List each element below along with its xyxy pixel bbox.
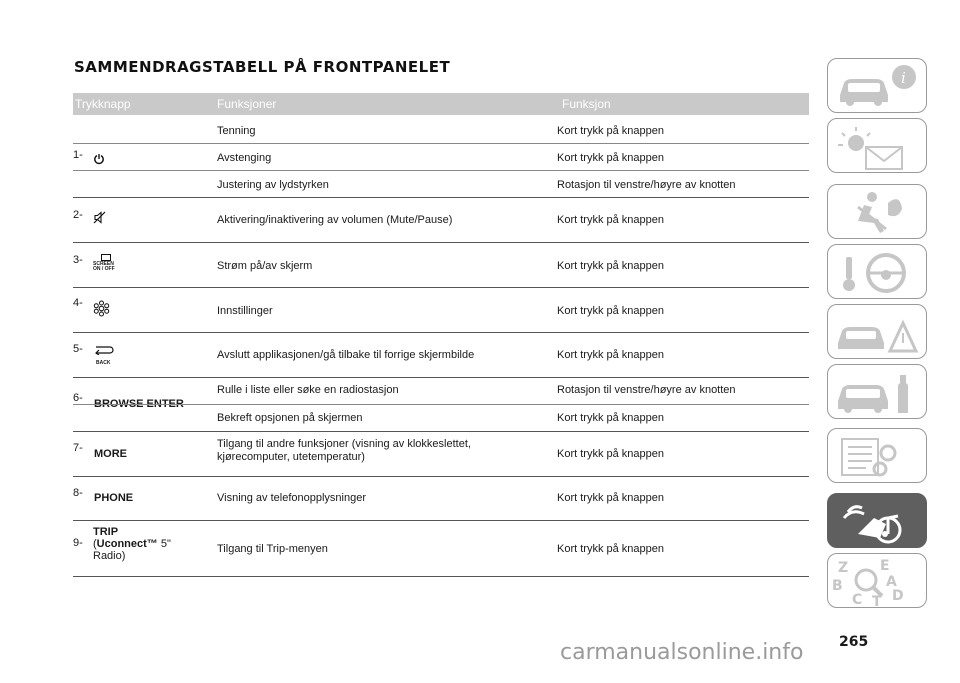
index-letters-icon	[828, 554, 928, 609]
settings-icon	[93, 300, 110, 317]
function-label: Innstillinger	[217, 305, 273, 317]
row-number: 4-	[73, 297, 83, 309]
row-number: 2-	[73, 209, 83, 221]
svg-text:B: B	[832, 578, 843, 594]
action-label: Kort trykk på knappen	[557, 260, 665, 272]
button-name: PHONE	[94, 492, 134, 504]
function-label: Tenning	[217, 125, 256, 137]
header-trykknapp: Trykknapp	[75, 97, 131, 111]
tab-warning-lights[interactable]	[827, 118, 927, 173]
function-label: Avstenging	[217, 152, 272, 164]
button-name-size: 5"	[157, 538, 171, 550]
svg-text:T: T	[872, 594, 882, 609]
function-label: Aktivering/inaktivering av volumen (Mute/Pause)	[217, 214, 453, 226]
car-info-icon	[828, 59, 928, 114]
car-wrench-icon	[828, 365, 928, 420]
action-label: Kort trykk på knappen	[557, 125, 665, 137]
function-line: Tilgang til andre funksjoner (visning av klokkeslettet,	[217, 438, 471, 450]
row-number: 6-	[73, 392, 83, 404]
tab-multimedia[interactable]	[827, 493, 927, 548]
row-number: 3-	[73, 254, 83, 266]
action-label: Kort trykk på knappen	[557, 448, 665, 460]
table-row	[73, 198, 809, 243]
tab-specifications[interactable]	[827, 428, 927, 483]
row-number: 8-	[73, 487, 83, 499]
screen-onoff-icon	[93, 254, 119, 272]
tab-starting[interactable]	[827, 244, 927, 299]
button-name-brand: Uconnect™	[96, 538, 158, 550]
multimedia-note-icon	[828, 494, 928, 549]
button-name-line: Radio)	[93, 550, 126, 562]
table-row	[73, 432, 809, 477]
action-label: Kort trykk på knappen	[557, 214, 665, 226]
action-label: Kort trykk på knappen	[557, 349, 665, 361]
table-row	[73, 521, 809, 577]
mute-icon	[93, 211, 107, 224]
row-number: 1-	[73, 149, 83, 161]
header-funksjoner: Funksjoner	[217, 97, 277, 111]
function-label: Bekreft opsjonen på skjermen	[217, 412, 363, 424]
svg-text:D: D	[892, 588, 904, 604]
action-label: Kort trykk på knappen	[557, 305, 665, 317]
warning-light-envelope-icon	[828, 119, 928, 174]
key-steering-wheel-icon	[828, 245, 928, 300]
onoff-icon-label: ON / OFF	[93, 266, 115, 272]
watermark: carmanualsonline.info	[560, 640, 804, 665]
function-label	[217, 438, 471, 464]
table-header	[73, 93, 809, 115]
page-number: 265	[839, 634, 869, 650]
svg-text:i: i	[901, 69, 906, 87]
function-label: Rulle i liste eller søke en radiostasjon	[217, 384, 399, 396]
action-label: Kort trykk på knappen	[557, 412, 665, 424]
back-icon-label: BACK	[96, 360, 111, 366]
function-label: Visning av telefonopplysninger	[217, 492, 367, 504]
tab-emergency[interactable]	[827, 304, 927, 359]
row-number: 5-	[73, 343, 83, 355]
car-warning-triangle-icon	[828, 305, 928, 360]
table-row	[73, 333, 809, 378]
function-label: Strøm på/av skjerm	[217, 260, 313, 272]
button-name: MORE	[94, 448, 127, 460]
action-label: Kort trykk på knappen	[557, 152, 665, 164]
action-label: Rotasjon til venstre/høyre av knotten	[557, 179, 736, 191]
action-label: Rotasjon til venstre/høyre av knotten	[557, 384, 736, 396]
button-name-paren: (	[93, 538, 97, 550]
tab-car-info[interactable]	[827, 58, 927, 113]
button-name-line: TRIP	[93, 526, 119, 538]
specifications-gear-icon	[828, 429, 928, 484]
table-row	[73, 477, 809, 521]
action-label: Kort trykk på knappen	[557, 543, 665, 555]
page-title: SAMMENDRAGSTABELL PÅ FRONTPANELET	[74, 58, 451, 76]
action-label: Kort trykk på knappen	[557, 492, 665, 504]
row-number: 9-	[73, 537, 83, 549]
table-row	[73, 243, 809, 288]
function-label: Justering av lydstyrken	[217, 179, 329, 191]
function-line: kjørecomputer, utetemperatur)	[217, 451, 365, 463]
tab-safety[interactable]	[827, 184, 927, 239]
table-row	[73, 288, 809, 333]
screen-icon-label: SCREEN	[93, 261, 114, 267]
function-label: Tilgang til Trip-menyen	[217, 543, 328, 555]
table-row	[73, 378, 809, 432]
svg-text:C: C	[852, 592, 863, 608]
button-name: BROWSE ENTER	[94, 398, 184, 410]
button-name	[93, 526, 171, 562]
tab-index[interactable]	[827, 553, 927, 608]
header-funksjon: Funksjon	[562, 97, 611, 111]
airbag-seat-icon	[828, 185, 928, 240]
svg-text:E: E	[880, 558, 890, 574]
svg-text:A: A	[886, 574, 897, 590]
table-row	[73, 116, 809, 198]
tab-maintenance[interactable]	[827, 364, 927, 419]
function-label: Avslutt applikasjonen/gå tilbake til forrige skjermbilde	[217, 349, 475, 361]
back-icon	[93, 342, 119, 366]
row-number: 7-	[73, 442, 83, 454]
svg-text:Z: Z	[838, 560, 849, 576]
